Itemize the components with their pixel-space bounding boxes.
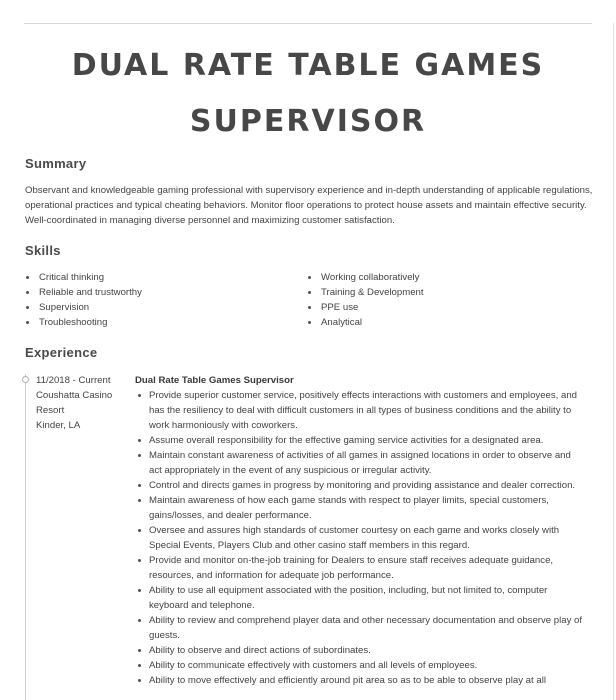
duty-item: Maintain awareness of how each game stands with respect to player limits, special customers, gains/losses, and dealer performance. (135, 493, 585, 523)
duty-item: Assume overall responsibility for the effective gaming service activities for a designated area. (135, 433, 585, 448)
duty-item: Ability to move effectively and efficiently around pit area so as to be able to observe play at all (135, 673, 585, 688)
duty-item: Ability to use all equipment associated with the position, including, but not limited to, computer keyboard and telephone. (135, 583, 585, 613)
duty-item: Oversee and assures high standards of customer courtesy on each game and works closely with Special Events, Players Club and other casino staff members in this regard. (135, 523, 585, 553)
timeline-line (25, 374, 26, 700)
duty-item: Control and directs games in progress by monitoring and providing assistance and dealer correction. (135, 478, 585, 493)
skill-item: Supervision (25, 300, 142, 315)
header-divider (24, 23, 592, 24)
skills-list-left (25, 270, 142, 330)
job-location: Kinder, LA (36, 420, 81, 431)
job-duties-list (135, 388, 585, 688)
skill-item: PPE use (307, 300, 424, 315)
title-line-2: SUPERVISOR (189, 104, 427, 139)
duty-item: Provide and monitor on-the-job training for Dealers to ensure staff receives adequate guidance, resources, and information for adequate job performance. (135, 553, 585, 583)
duty-item: Provide superior customer service, positively effects interactions with customers and employees, and has the resiliency to deal with difficult customers in all types of business conditions and the ability to work harmoniously with coworkers. (135, 388, 585, 433)
skill-item: Troubleshooting (25, 315, 142, 330)
skills-list-right (307, 270, 424, 330)
summary-text: Observant and knowledgeable gaming professional with supervisory experience and in-depth understanding of applicable regulations, operational practices and typical cheating behaviors. Monitor floor operations to protect house assets and maintain effective security. Well-coordinated in managing diverse personnel and maximizing customer satisfaction. (25, 185, 593, 226)
duty-item: Ability to observe and direct actions of subordinates. (135, 643, 585, 658)
duty-item: Maintain constant awareness of activities of all games in assigned locations in order to observe and act appropriately in the event of any suspicious or irregular activity. (135, 448, 585, 478)
resume-title (0, 38, 616, 150)
skills-heading: Skills (25, 243, 61, 258)
skill-item: Critical thinking (25, 270, 142, 285)
job-title: Dual Rate Table Games Supervisor (135, 375, 294, 386)
skill-item: Analytical (307, 315, 424, 330)
skill-item: Reliable and trustworthy (25, 285, 142, 300)
experience-heading: Experience (25, 345, 98, 360)
job-meta (36, 373, 128, 433)
timeline-dot-icon (22, 376, 29, 383)
duty-item: Ability to review and comprehend player data and other necessary documentation and observe play of guests. (135, 613, 585, 643)
job-company: Coushatta Casino Resort (36, 390, 113, 416)
summary-heading: Summary (25, 156, 87, 171)
duty-item: Ability to communicate effectively with customers and all levels of employees. (135, 658, 585, 673)
skill-item: Training & Development (307, 285, 424, 300)
job-dates: 11/2018 - Current (36, 375, 111, 386)
title-line-1: DUAL RATE TABLE GAMES (71, 48, 545, 83)
skill-item: Working collaboratively (307, 270, 424, 285)
